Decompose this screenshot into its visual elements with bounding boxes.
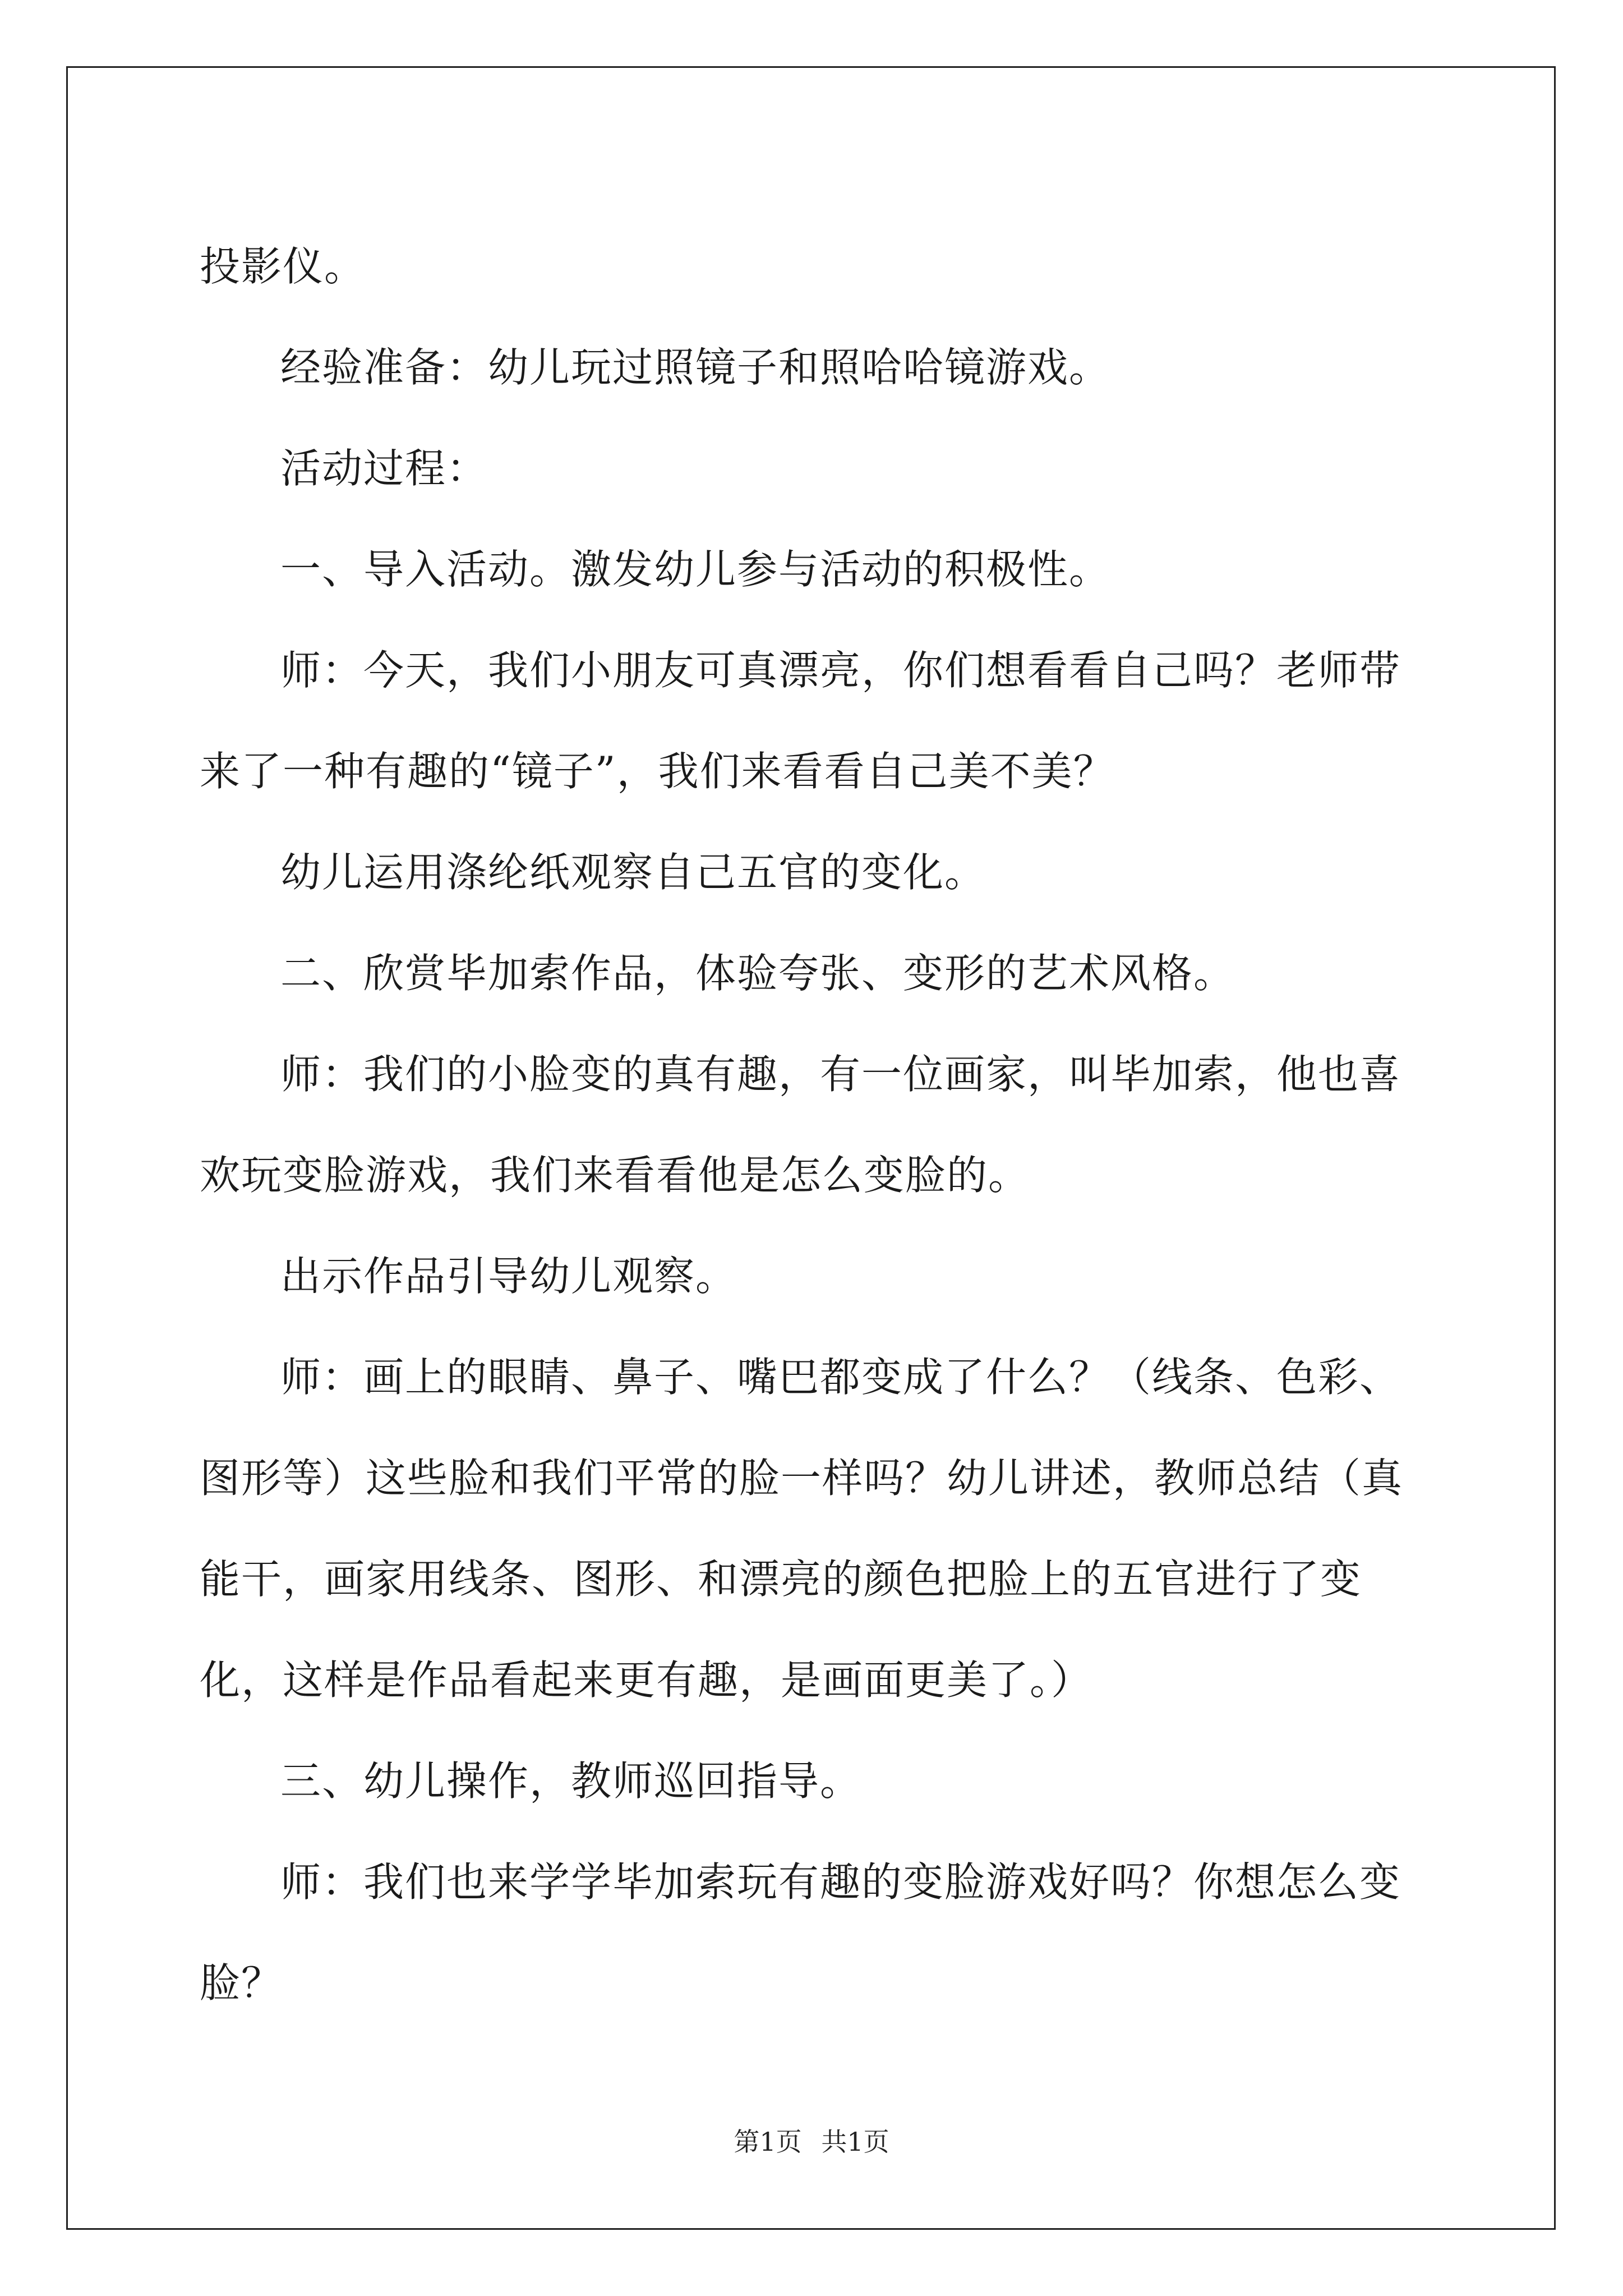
paragraph: 师：我们的小脸变的真有趣，有一位画家，叫毕加索，他也喜欢玩变脸游戏，我们来看看他是怎么变脸的。 (200, 1051, 1401, 1199)
paragraph: 投影仪。 (200, 243, 366, 290)
document-body (200, 216, 1436, 2033)
paragraph: 师：今天，我们小朋友可真漂亮，你们想看看自己吗？老师带来了一种有趣的“镜子”，我们来看看自己美不美？ (200, 647, 1401, 795)
paragraph: 师：画上的眼睛、鼻子、嘴巴都变成了什么？（线条、色彩、图形等）这些脸和我们平常的脸一样吗？幼儿讲述，教师总结（真能干，画家用线条、图形、和漂亮的颜色把脸上的五官进行了变化，这样是作品看起来更有趣，是画面更美了。） (200, 1354, 1404, 1704)
page-total: 共1页 (821, 2127, 889, 2157)
paragraph: 活动过程： (280, 445, 488, 492)
paragraph: 二、欣赏毕加索作品，体验夸张、变形的艺术风格。 (280, 950, 1235, 997)
page-footer (0, 2125, 1623, 2159)
paragraph: 经验准备：幼儿玩过照镜子和照哈哈镜游戏。 (280, 344, 1111, 391)
paragraph: 幼儿运用涤纶纸观察自己五官的变化。 (280, 849, 986, 896)
paragraph: 师：我们也来学学毕加索玩有趣的变脸游戏好吗？你想怎么变脸？ (200, 1858, 1401, 2007)
paragraph: 出示作品引导幼儿观察。 (280, 1253, 737, 1300)
paragraph: 一、导入活动。激发幼儿参与活动的积极性。 (280, 546, 1111, 593)
page-number: 第1页 (734, 2127, 802, 2157)
paragraph: 三、幼儿操作，教师巡回指导。 (280, 1757, 862, 1805)
